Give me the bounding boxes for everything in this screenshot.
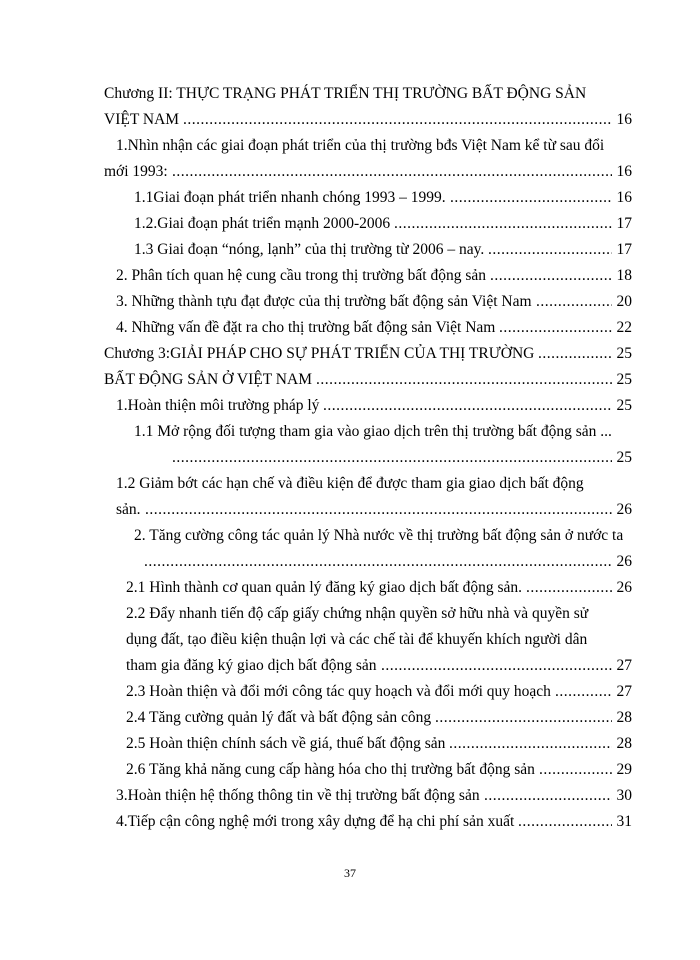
toc-page: 28 bbox=[616, 709, 632, 726]
toc-text: 4. Những vấn đề đặt ra cho thị trường bất động sản Việt Nam bbox=[116, 319, 496, 336]
toc-text: 2.4 Tăng cường quản lý đất và bất động sản công bbox=[126, 709, 432, 726]
toc-page: 29 bbox=[616, 761, 632, 778]
toc-page: 16 bbox=[616, 189, 632, 206]
toc-text: 1.2 Giảm bớt các hạn chế và điều kiện để được tham gia giao dịch bất động bbox=[116, 475, 584, 492]
toc-page: 17 bbox=[616, 241, 632, 258]
toc-page: 25 bbox=[616, 371, 632, 388]
toc-text: 3. Những thành tựu đạt được của thị trường bất động sản Việt Nam bbox=[116, 293, 532, 310]
toc-page: 30 bbox=[616, 787, 632, 804]
toc-page: 25 bbox=[616, 449, 632, 466]
page-number: 37 bbox=[344, 866, 356, 880]
toc-text: 2. Tăng cường công tác quản lý Nhà nước về thị trường bất động sản ở nước ta bbox=[134, 527, 624, 544]
toc-text: 4.Tiếp cận công nghệ mới trong xây dựng để hạ chi phí sản xuất bbox=[116, 813, 515, 830]
toc-text: 1.Hoàn thiện môi trường pháp lý bbox=[116, 397, 320, 414]
toc-entry-c4[interactable] bbox=[0, 805, 700, 839]
toc-text: 2.5 Hoàn thiện chính sách về giá, thuế bất động sản bbox=[126, 735, 446, 752]
toc-text: BẤT ĐỘNG SẢN Ở VIỆT NAM bbox=[104, 371, 312, 388]
toc-page: 26 bbox=[616, 553, 632, 570]
toc-text: mới 1993: bbox=[104, 163, 168, 180]
toc-text: Chương 3:GIẢI PHÁP CHO SỰ PHÁT TRIỂN CỦA THỊ TRƯỜNG bbox=[104, 345, 535, 362]
toc-text: 2.6 Tăng khả năng cung cấp hàng hóa cho thị trường bất động sản bbox=[126, 761, 535, 778]
toc-text: 1.1Giai đoạn phát triển nhanh chóng 1993 – 1999. bbox=[134, 189, 446, 206]
toc-page: 25 bbox=[616, 345, 632, 362]
toc-text: Chương II: THỰC TRẠNG PHÁT TRIỂN THỊ TRƯỜNG BẤT ĐỘNG SẢN bbox=[104, 85, 587, 102]
toc-page: 22 bbox=[616, 319, 632, 336]
toc-text: 1.Nhìn nhận các giai đoạn phát triển của thị trường bđs Việt Nam kể từ sau đổi bbox=[116, 137, 605, 154]
toc-page: 18 bbox=[616, 267, 632, 284]
toc-page: 16 bbox=[616, 163, 632, 180]
toc-text: sản. bbox=[116, 501, 141, 518]
toc-text: 1.3 Giai đoạn “nóng, lạnh” của thị trường từ 2006 – nay. bbox=[134, 241, 485, 258]
toc-text: 1.2.Giai đoạn phát triển mạnh 2000-2006 bbox=[134, 215, 391, 232]
toc-page: 27 bbox=[616, 657, 632, 674]
toc-page: 16 bbox=[616, 111, 632, 128]
toc-page: 27 bbox=[616, 683, 632, 700]
toc-text: 2. Phân tích quan hệ cung cầu trong thị trường bất động sản bbox=[116, 267, 487, 284]
toc-page: 31 bbox=[616, 813, 632, 830]
toc-page: 26 bbox=[616, 501, 632, 518]
toc-text: VIỆT NAM bbox=[104, 111, 180, 128]
toc-text: 2.1 Hình thành cơ quan quản lý đăng ký giao dịch bất động sản. bbox=[126, 579, 523, 596]
toc-text: tham gia đăng ký giao dịch bất động sản bbox=[126, 657, 377, 674]
toc-text: 2.3 Hoàn thiện và đổi mới công tác quy hoạch và đổi mới quy hoạch bbox=[126, 683, 551, 700]
toc-text: 3.Hoàn thiện hệ thống thông tin về thị trường bất động sản bbox=[116, 787, 480, 804]
toc-page: 28 bbox=[616, 735, 632, 752]
toc-page: 25 bbox=[616, 397, 632, 414]
toc-text: 1.1 Mở rộng đối tượng tham gia vào giao dịch trên thị trường bất động sản ... bbox=[134, 423, 612, 440]
toc-text: 2.2 Đẩy nhanh tiến độ cấp giấy chứng nhận quyền sở hữu nhà và quyền sử bbox=[126, 605, 589, 622]
toc-page: 26 bbox=[616, 579, 632, 596]
toc-page: 20 bbox=[616, 293, 632, 310]
dot-leader bbox=[518, 805, 612, 839]
toc-text: dụng đất, tạo điều kiện thuận lợi và các chế tài để khuyến khích người dân bbox=[126, 631, 588, 648]
toc-page: 17 bbox=[616, 215, 632, 232]
